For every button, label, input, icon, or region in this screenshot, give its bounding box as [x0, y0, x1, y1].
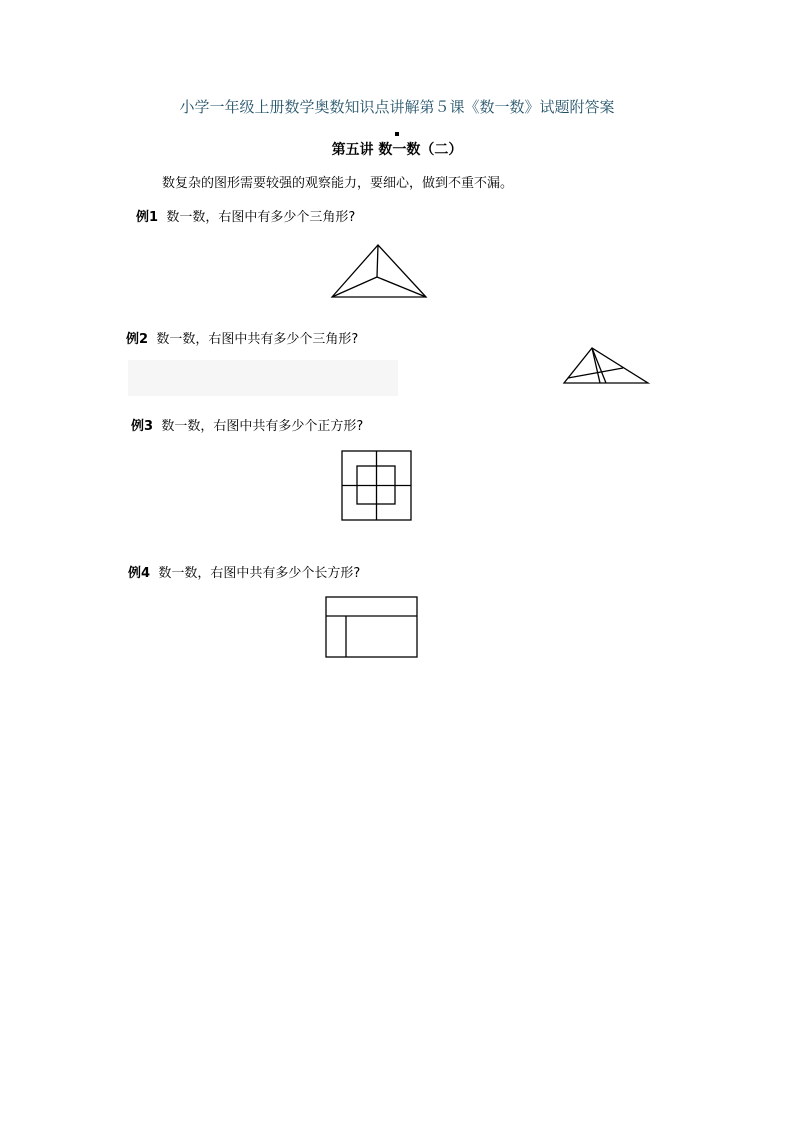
inner-line-top: [377, 245, 378, 277]
inner-line-left: [332, 277, 377, 297]
faint-background-band: [128, 360, 398, 396]
example-1-label: 例1: [136, 210, 159, 225]
example-4: [128, 562, 360, 581]
title-mark: [395, 132, 399, 136]
example-4-rectangles-figure: [325, 596, 419, 659]
outer-triangle: [564, 348, 648, 383]
example-3-text: 数一数，右图中共有多少个正方形?: [161, 419, 364, 434]
example-2-text: 数一数，右图中共有多少个三角形?: [156, 332, 359, 347]
lecture-title: 第五讲 数一数（二）: [331, 142, 463, 158]
example-3-label: 例3: [131, 419, 154, 434]
example-1: [136, 206, 355, 225]
intro-paragraph: 数复杂的图形需要较强的观察能力，要细心，做到不重不漏。: [162, 176, 514, 191]
outer-rectangle: [326, 597, 417, 657]
example-2: [126, 328, 358, 347]
example-1-triangle-figure: [330, 242, 430, 300]
outer-triangle: [332, 245, 426, 297]
example-4-text: 数一数，右图中共有多少个长方形?: [158, 566, 361, 581]
example-4-label: 例4: [128, 566, 151, 581]
example-2-triangle-figure: [562, 346, 652, 386]
inner-line-right: [377, 277, 426, 297]
document-title: 小学一年级上册数学奥数知识点讲解第５课《数一数》试题附答案: [179, 98, 615, 116]
example-2-label: 例2: [126, 332, 149, 347]
example-1-text: 数一数，右图中有多少个三角形?: [166, 210, 356, 225]
example-3-squares-figure: [341, 450, 413, 522]
cross-line: [568, 368, 623, 378]
example-3: [131, 415, 363, 434]
